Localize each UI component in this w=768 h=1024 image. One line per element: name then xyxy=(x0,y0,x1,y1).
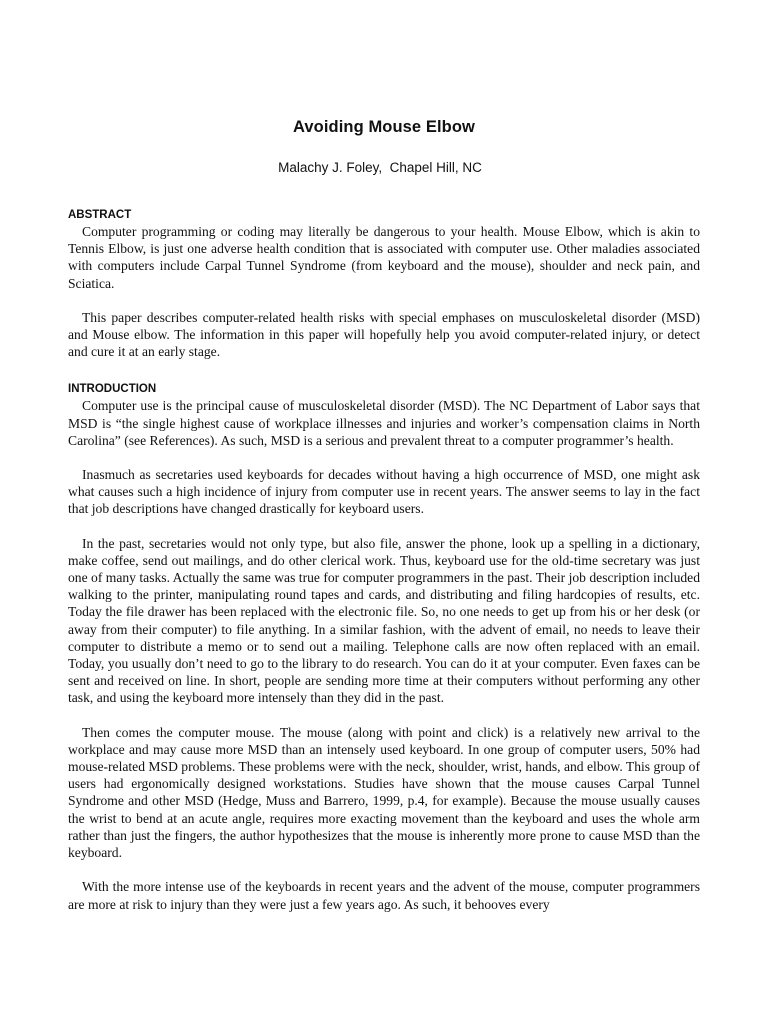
abstract-paragraph-1: Computer programming or coding may literally be dangerous to your health. Mouse Elbow, which is akin to Tennis Elbow, is just one adverse health condition that is associated with computer use. Other maladies associated with computers include Carpal Tunnel Syndrome (from keyboard and the mouse), shoulder and neck pain, and Sciatica. xyxy=(68,224,700,291)
introduction-section xyxy=(68,382,700,912)
section-heading-abstract: ABSTRACT xyxy=(68,209,132,221)
introduction-paragraph-4: Then comes the computer mouse. The mouse (along with point and click) is a relatively new arrival to the workplace and may cause more MSD than an intensely used keyboard. In one group of computer users, 50% had mouse-related MSD problems. These problems were with the neck, shoulder, wrist, hands, and elbow. This group of users had ergonomically designed workstations. Studies have shown that the mouse causes Carpal Tunnel Syndrome and other MSD (Hedge, Muss and Barrero, 1999, p.4, for example). Because the mouse usually causes the wrist to bend at an acute angle, requires more exacting movement than the keyboard and uses the whole arm rather than just the fingers, the author hypothesizes that the mouse is inherently more prone to cause MSD than the keyboard. xyxy=(68,724,700,861)
section-heading-introduction: INTRODUCTION xyxy=(68,383,157,396)
introduction-paragraph-3: In the past, secretaries would not only type, but also file, answer the phone, look up a spelling in a dictionary, make coffee, send out mailings, and do other clerical work. Thus, keyboard use for the old-time secretary was just one of many tasks. Actually the same was true for computer programmers in the past. Their job description included walking to the printer, manipulating round tapes and cards, and distributing and filing hardcopies of results, etc. Today the file drawer has been replaced with the electronic file. So, no one needs to get up from his or her desk (or away from their computer) to file anything. In a similar fashion, with the advent of email, no needs to leave their computer to distribute a memo or to send out a mailing. Telephone calls are now often replaced with an email. Today, you usually don’t need to go to the library to do research. You can do it at your computer. Even faxes can be sent and received on line. In short, people are sending more time at their computers without performing any other task, and using the keyboard more intensely than they did in the past. xyxy=(68,535,700,706)
introduction-paragraph-1: Computer use is the principal cause of musculoskeletal disorder (MSD). The NC Department of Labor says that MSD is “the single highest cause of workplace illnesses and injuries and worker’s compensation claims in North Carolina” (see References). As such, MSD is a serious and prevalent threat to a computer programmer’s health. xyxy=(68,398,700,448)
introduction-paragraph-2: Inasmuch as secretaries used keyboards for decades without having a high occurrence of MSD, one might ask what causes such a high incidence of injury from computer use in recent years. The answer seems to lay in the fact that job descriptions have changed drastically for keyboard users. xyxy=(68,467,700,517)
abstract-paragraph-2: This paper describes computer-related health risks with special emphases on musculoskeletal disorder (MSD) and Mouse elbow. The information in this paper will hopefully help you avoid computer-related injury, or detect and cure it at an early stage. xyxy=(68,309,700,360)
introduction-paragraph-5: With the more intense use of the keyboards in recent years and the advent of the mouse, computer programmers are more at risk to injury than they were just a few years ago. As such, it behooves every xyxy=(68,879,700,912)
paper-author: Malachy J. Foley, Chapel Hill, NC xyxy=(278,160,482,175)
paper-title: Avoiding Mouse Elbow xyxy=(293,118,475,136)
abstract-section xyxy=(68,208,700,360)
paper-body xyxy=(68,208,700,913)
